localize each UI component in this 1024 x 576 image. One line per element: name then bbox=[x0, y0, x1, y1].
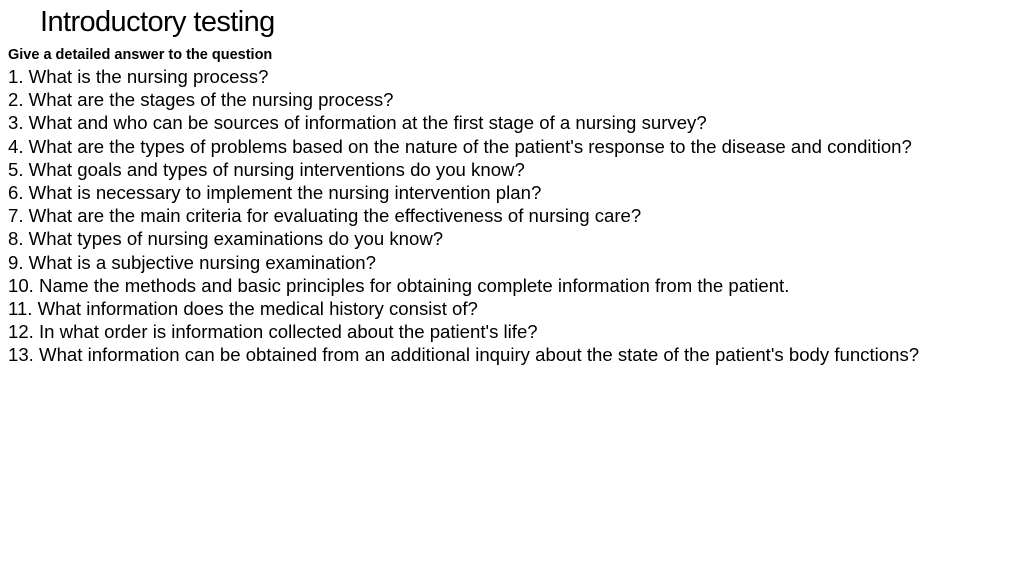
question-item: 13. What information can be obtained from an additional inquiry about the state of the patient's body functions? bbox=[8, 344, 920, 366]
question-item: 10. Name the methods and basic principles for obtaining complete information from the patient. bbox=[8, 274, 790, 296]
question-item: 11. What information does the medical history consist of? bbox=[8, 298, 478, 320]
question-item: 12. In what order is information collected about the patient's life? bbox=[8, 321, 538, 343]
question-item: 7. What are the main criteria for evaluating the effectiveness of nursing care? bbox=[8, 205, 642, 227]
question-item: 8. What types of nursing examinations do you know? bbox=[8, 228, 444, 250]
question-item: 3. What and who can be sources of information at the first stage of a nursing survey? bbox=[8, 112, 707, 134]
question-item: 5. What goals and types of nursing interventions do you know? bbox=[8, 158, 525, 180]
question-item: 9. What is a subjective nursing examination? bbox=[8, 251, 376, 273]
question-item: 2. What are the stages of the nursing process? bbox=[8, 89, 394, 111]
question-item: 4. What are the types of problems based on the nature of the patient's response to the disease and condition? bbox=[8, 135, 912, 157]
question-item: 6. What is necessary to implement the nursing intervention plan? bbox=[8, 182, 542, 204]
question-item: 1. What is the nursing process? bbox=[8, 66, 269, 87]
slide-title: Introductory testing bbox=[40, 6, 275, 38]
question-list bbox=[8, 65, 968, 367]
slide-subtitle: Give a detailed answer to the question bbox=[8, 47, 273, 63]
